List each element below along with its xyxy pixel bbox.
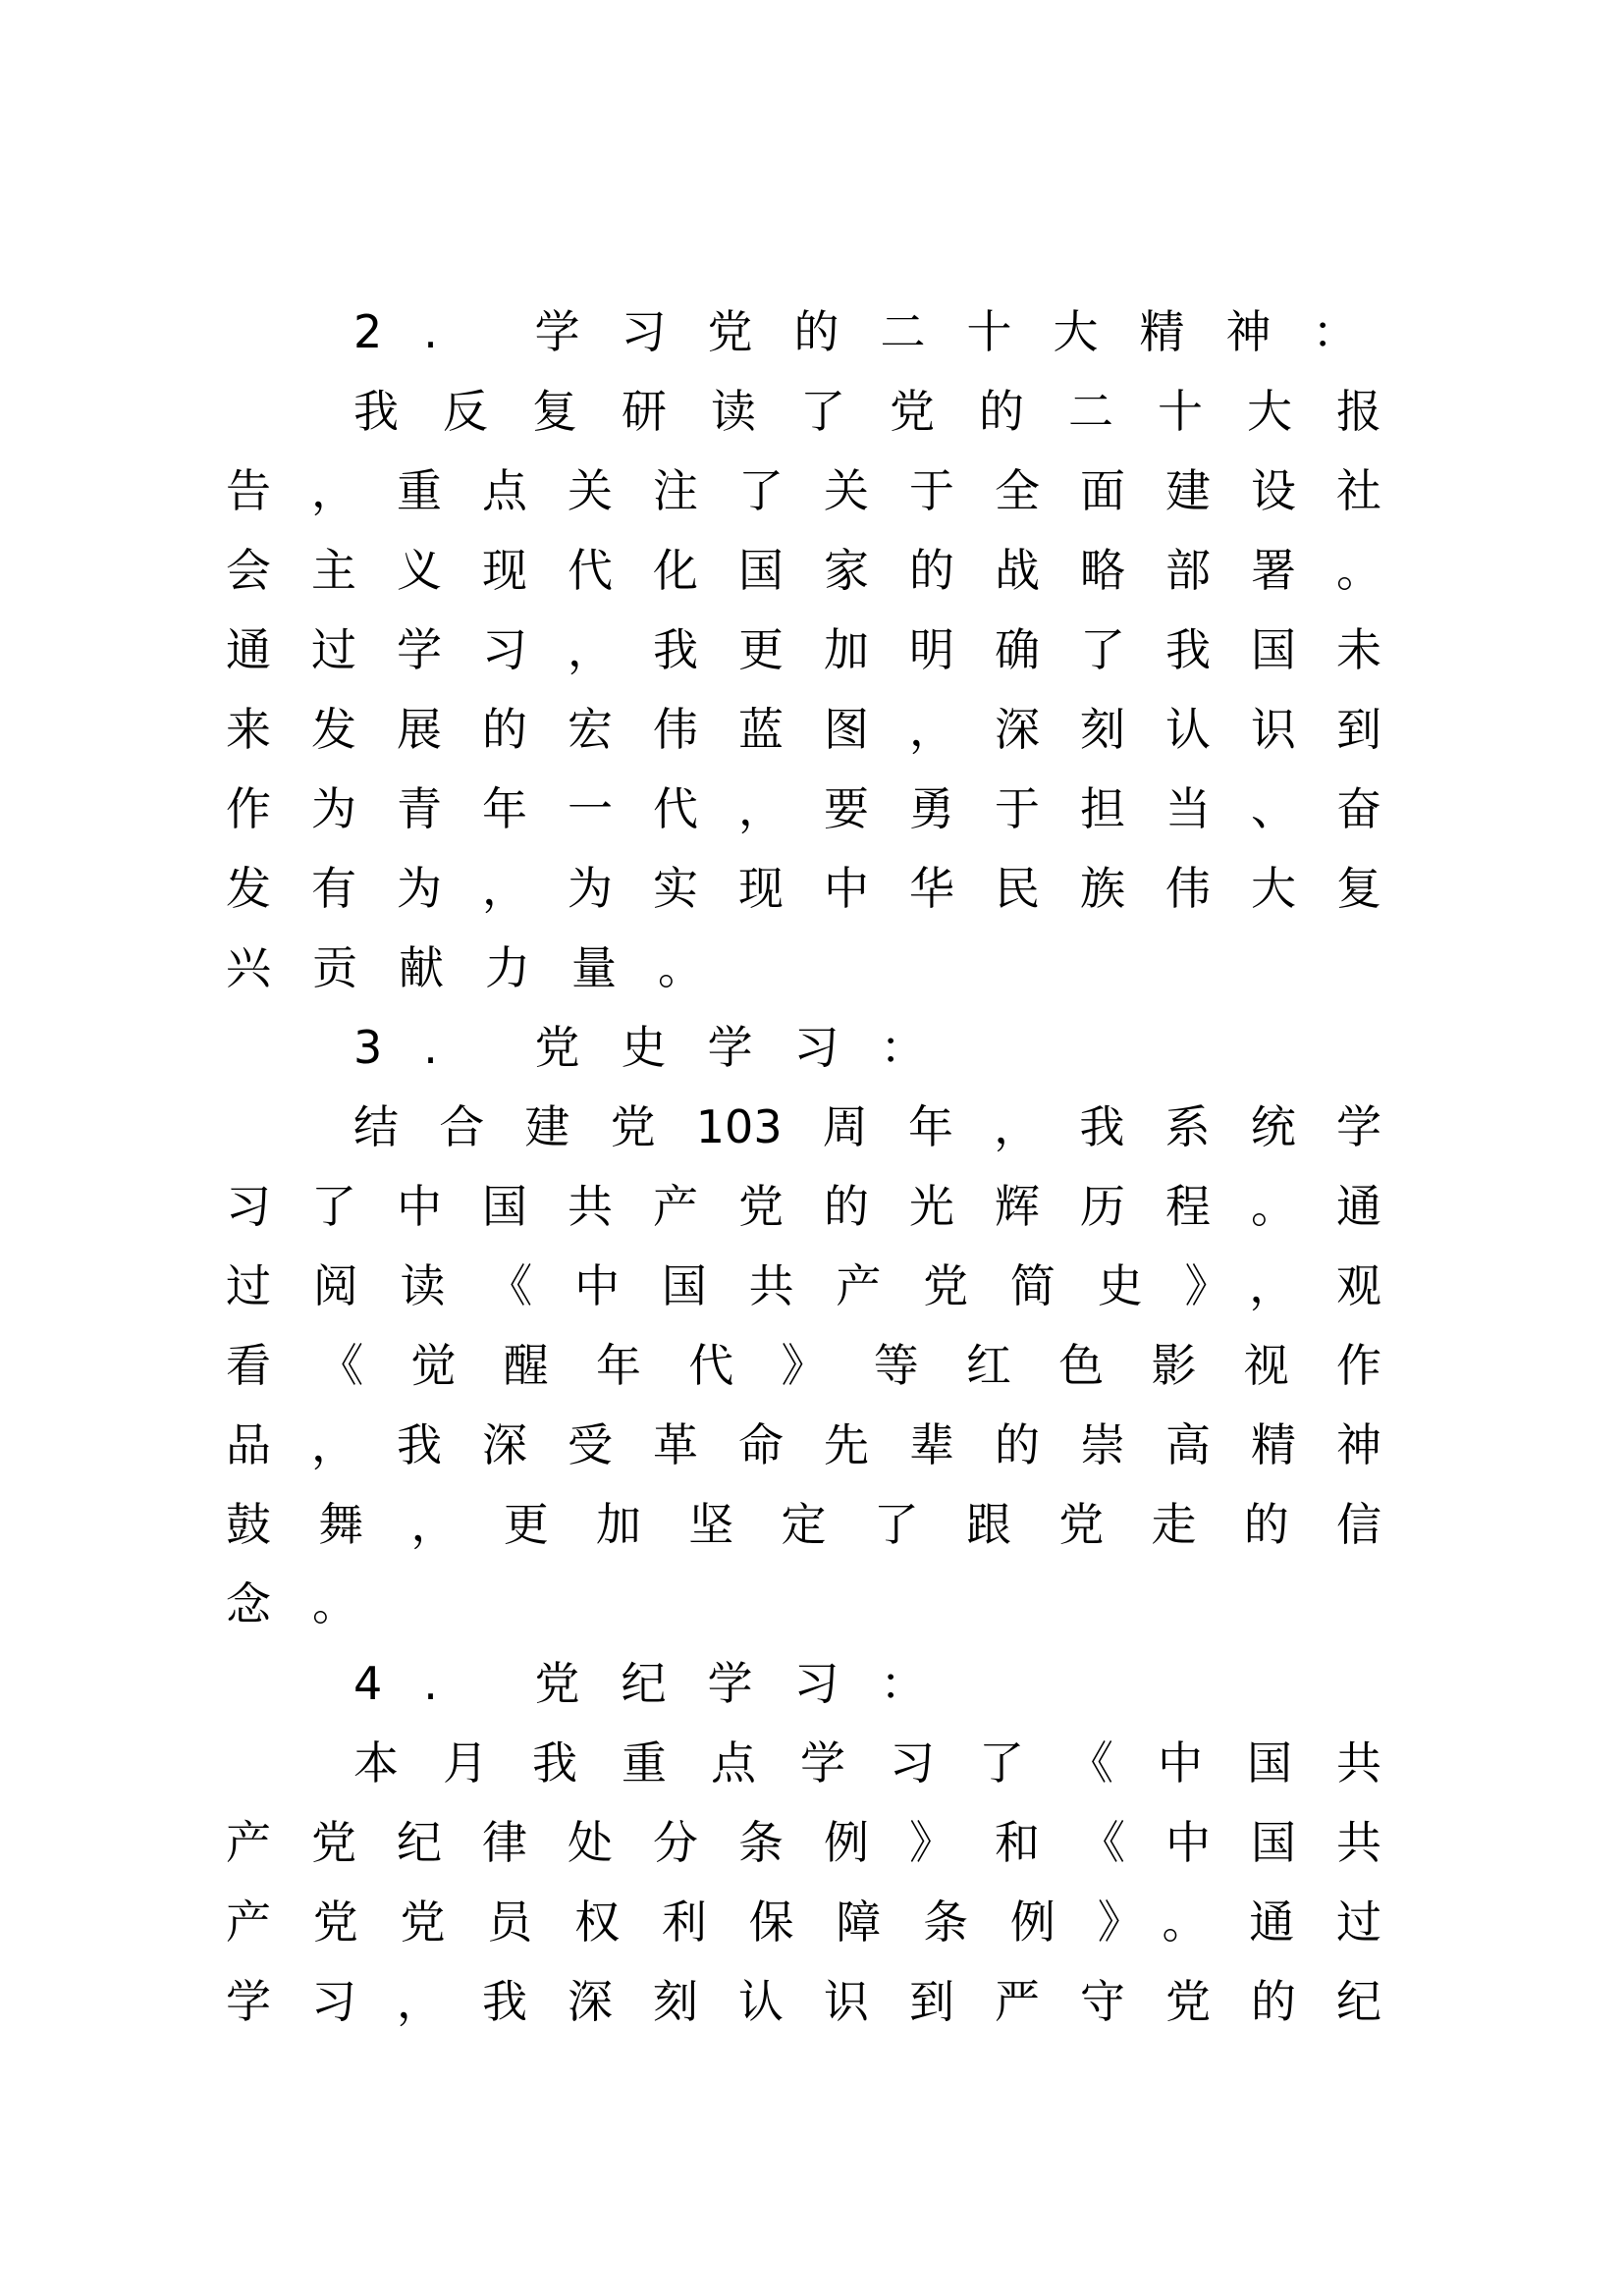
section-heading: 2. 学习党的二十大精神： — [353, 305, 1399, 358]
text-line: 学习，我深刻认识到严守党的纪 — [226, 1975, 1381, 2028]
text-line: 我反复研读了党的二十大报 — [353, 385, 1381, 438]
body-text — [226, 293, 1399, 2042]
text-line: 作为青年一代，要勇于担当、奋 — [226, 782, 1381, 835]
text-line: 产党纪律处分条例》和《中国共 — [226, 1816, 1381, 1869]
text-line: 结合建党103周年，我系统学 — [353, 1100, 1381, 1153]
text-line: 来发展的宏伟蓝图，深刻认识到 — [226, 703, 1381, 756]
section-heading: 4. 党纪学习： — [353, 1657, 967, 1710]
text-line: 告，重点关注了关于全面建设社 — [226, 464, 1381, 517]
text-line: 看《觉醒年代》等红色影视作 — [226, 1339, 1381, 1392]
text-line: 品，我深受革命先辈的崇高精神 — [226, 1418, 1381, 1471]
text-line: 习了中国共产党的光辉历程。通 — [226, 1180, 1381, 1233]
text-line: 会主义现代化国家的战略部署。 — [226, 544, 1381, 597]
text-line-last: 兴贡献力量。 — [226, 941, 744, 994]
text-line-last: 念。 — [226, 1577, 399, 1630]
section-heading: 3. 党史学习： — [353, 1021, 967, 1074]
text-line: 本月我重点学习了《中国共 — [353, 1736, 1381, 1789]
text-line: 通过学习，我更加明确了我国未 — [226, 623, 1381, 676]
text-line: 发有为，为实现中华民族伟大复 — [226, 862, 1381, 915]
text-line: 过阅读《中国共产党简史》，观 — [226, 1259, 1381, 1312]
text-line: 鼓舞，更加坚定了跟党走的信 — [226, 1498, 1381, 1551]
text-line: 产党党员权利保障条例》。通过 — [226, 1896, 1381, 1949]
